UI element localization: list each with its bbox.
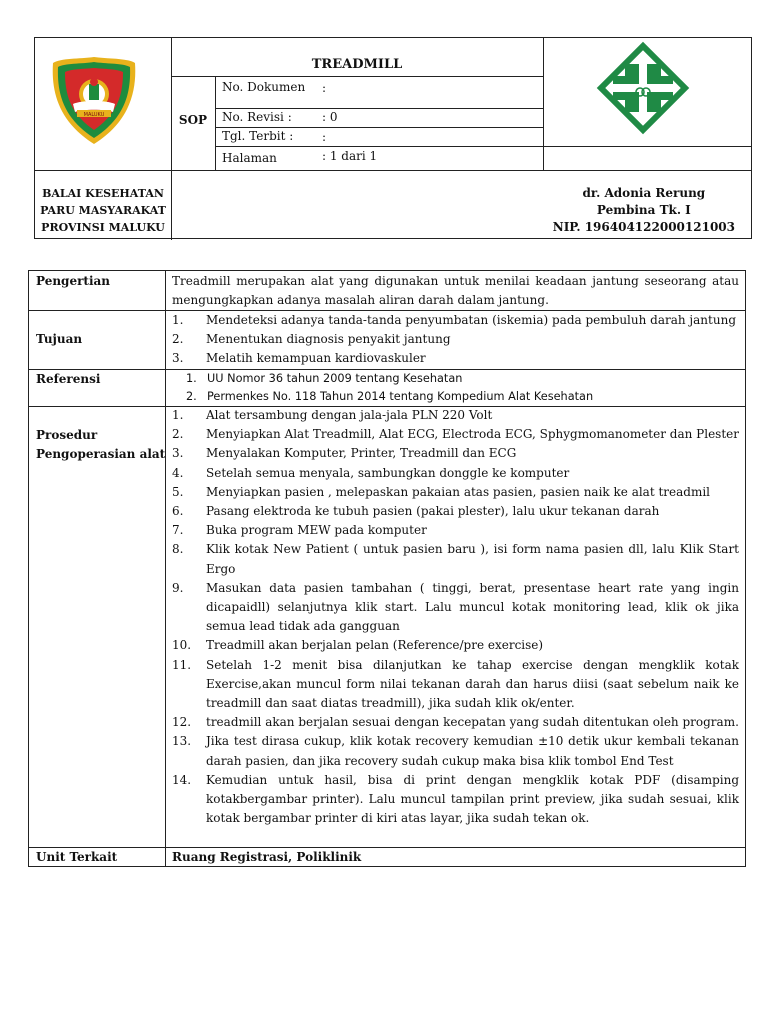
header-line	[215, 127, 543, 128]
field-label-no-revisi: No. Revisi :	[222, 110, 292, 124]
header-divider-right	[543, 38, 544, 170]
label-pengertian: Pengertian	[36, 274, 111, 288]
field-value-tgl-terbit: :	[322, 130, 327, 144]
list-item: 3. Menyalakan Komputer, Printer, Treadmill dan ECG	[172, 446, 517, 461]
tujuan-list	[172, 311, 739, 369]
signatory-name: dr. Adonia Rerung	[582, 186, 706, 200]
signatory-block	[553, 185, 735, 236]
list-item: 2. Menentukan diagnosis penyakit jantung	[172, 332, 451, 347]
list-item: 1. Mendeteksi adanya tanda-tanda penyumbatan (iskemia) pada pembuluh darah jantung	[172, 313, 736, 327]
signatory-nip: NIP. 196404122000121003	[552, 220, 735, 234]
maluku-province-emblem	[47, 54, 141, 148]
field-value-no-revisi: : 0	[322, 110, 338, 124]
referensi-list	[172, 370, 739, 406]
list-item: 9. Masukan data pasien tambahan ( tinggi, berat, presentase heart rate yang ingin dicapaidll) selanjutnya klik start. Lalu muncul kotak monitoring lead, klik ok jika semua lead tidak ada gangguan	[172, 580, 739, 634]
list-item: 2. Permenkes No. 118 Tahun 2014 tentang Kompedium Alat Kesehatan	[186, 390, 594, 403]
list-item: 10. Treadmill akan berjalan pelan (Reference/pre exercise)	[172, 638, 544, 653]
sop-content-table	[28, 270, 746, 867]
institution-line: PARU MASYARAKAT	[40, 204, 166, 217]
document-title: TREADMILL	[311, 57, 403, 72]
list-item: 6. Pasang elektroda ke tubuh pasien (pakai plester), lalu ukur tekanan darah	[172, 504, 660, 519]
list-item: 4. Setelah semua menyala, sambungkan donggle ke komputer	[172, 465, 570, 480]
institution-line: BALAI KESEHATAN	[42, 187, 164, 200]
header-line	[171, 76, 543, 77]
list-item: 3. Melatih kemampuan kardiovaskuler	[172, 351, 426, 366]
list-item: 2. Menyiapkan Alat Treadmill, Alat ECG, Electroda ECG, Sphygmomanometer dan Plester	[172, 427, 739, 442]
label-prosedur-line: Pengoperasian alat	[36, 447, 166, 461]
label-prosedur	[36, 426, 165, 464]
field-label-tgl-terbit: Tgl. Terbit :	[222, 129, 294, 143]
header-line	[35, 170, 751, 171]
list-item: 11. Setelah 1-2 menit bisa dilanjutkan ke tahap exercise dengan mengklik kotak Exercise,akan muncul form nilai tekanan darah dan harus diisi (saat sebelum naik ke treadmill dan saat diatas treadmill), jika sudah klik ok/enter.	[172, 657, 739, 711]
list-item: 7. Buka program MEW pada komputer	[172, 523, 427, 538]
sop-label: SOP	[178, 113, 208, 127]
signatory-rank: Pembina Tk. I	[596, 203, 691, 217]
institution-line: PROVINSI MALUKU	[41, 221, 165, 234]
list-item: 1. Alat tersambung dengan jala-jala PLN 220 Volt	[172, 408, 493, 422]
list-item: 12. treadmill akan berjalan sesuai dengan kecepatan yang sudah ditentukan oleh program.	[172, 715, 739, 730]
field-value-halaman: : 1 dari 1	[322, 149, 378, 163]
list-item: 8. Klik kotak New Patient ( untuk pasien baru ), isi form nama pasien dll, lalu Klik Start Ergo	[172, 542, 739, 576]
text-pengertian: Treadmill merupakan alat yang digunakan untuk menilai keadaan jantung seseorang atau mengungkapkan adanya masalah aliran darah dalam jantung.	[172, 274, 739, 308]
prosedur-list	[172, 406, 739, 828]
field-label-no-dokumen: No. Dokumen	[222, 80, 306, 94]
svg-text:MALUKU: MALUKU	[83, 112, 105, 118]
field-value-no-dokumen: :	[322, 81, 327, 95]
label-tujuan: Tujuan	[36, 332, 83, 346]
field-label-halaman: Halaman	[222, 151, 277, 165]
label-prosedur-line: Prosedur	[36, 428, 98, 442]
list-item: 1. UU Nomor 36 tahun 2009 tentang Kesehatan	[186, 372, 463, 385]
header-line	[215, 108, 543, 109]
sop-header	[34, 37, 752, 239]
header-divider-sop	[215, 76, 216, 170]
list-item: 14. Kemudian untuk hasil, bisa di print dengan mengklik kotak PDF (disamping kotakbergambar printer). Lalu muncul tampilan print preview, jika sudah sesuai, klik kotak bergambar printer di kiri atas layar, jika sudah tekan ok.	[172, 772, 739, 826]
institution-name	[35, 185, 171, 236]
header-line	[215, 146, 751, 147]
value-unit-terkait: Ruang Registrasi, Poliklinik	[172, 850, 362, 864]
health-cross-logo	[595, 40, 691, 136]
table-column-divider	[165, 271, 166, 866]
list-item: 13. Jika test dirasa cukup, klik kotak recovery kemudian ±10 detik ukur kembali tekanan darah pasien, dan jika recovery sudah cukup maka bisa klik tombol End Test	[172, 734, 739, 768]
list-item: 5. Menyiapkan pasien , melepaskan pakaian atas pasien, pasien naik ke alat treadmil	[172, 484, 711, 499]
label-referensi: Referensi	[36, 372, 101, 386]
label-unit-terkait: Unit Terkait	[36, 850, 118, 864]
